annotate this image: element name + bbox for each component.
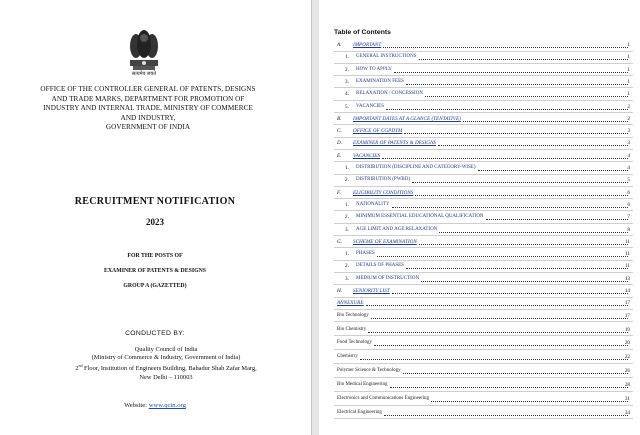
website-label: Website: bbox=[124, 402, 148, 409]
toc-dot-leader bbox=[421, 281, 628, 282]
toc-entry-page: 4 bbox=[627, 152, 630, 159]
toc-dot-leader bbox=[404, 133, 628, 134]
cover-page bbox=[0, 0, 310, 435]
toc-separator bbox=[334, 198, 633, 199]
toc-entry-page: 6 bbox=[627, 189, 630, 196]
toc-entry-title[interactable]: DISTRIBUTION (DISCIPLINE AND CATEGORY-WISE) bbox=[356, 165, 476, 170]
toc-separator bbox=[334, 391, 633, 392]
toc-entry-number: 3. bbox=[345, 226, 349, 233]
toc-entry-number: 2. bbox=[345, 214, 349, 221]
toc-entry[interactable] bbox=[319, 103, 640, 113]
toc-separator bbox=[334, 321, 633, 322]
toc-entry-page: 2 bbox=[627, 103, 630, 110]
toc-separator bbox=[334, 247, 633, 248]
toc-entry[interactable] bbox=[319, 275, 640, 285]
toc-separator bbox=[334, 260, 633, 261]
conducted-by-label: CONDUCTED BY: bbox=[125, 330, 185, 337]
toc-entry[interactable] bbox=[319, 287, 640, 297]
toc-entry[interactable] bbox=[319, 238, 640, 248]
toc-separator bbox=[334, 405, 633, 406]
toc-entry-title[interactable]: ELIGIBILITY CONDITIONS bbox=[353, 189, 414, 196]
org-line: Quality Council of India bbox=[134, 346, 198, 353]
toc-entry-title[interactable]: DISTRIBUTION (PWBD) bbox=[356, 177, 411, 183]
toc-dot-leader bbox=[419, 59, 628, 60]
toc-dot-leader bbox=[419, 244, 628, 245]
posts-line: GROUP A (GAZETTED) bbox=[123, 283, 187, 289]
office-name bbox=[18, 85, 278, 133]
toc-entry-page: 11 bbox=[625, 238, 630, 245]
toc-entry-title[interactable]: Food Technology bbox=[337, 340, 372, 346]
toc-entry[interactable] bbox=[319, 127, 640, 137]
toc-dot-leader bbox=[439, 232, 628, 233]
toc-entry[interactable] bbox=[319, 139, 640, 149]
toc-dot-leader bbox=[392, 293, 628, 294]
toc-entry-number: 5. bbox=[345, 103, 349, 110]
toc-entry-page: 3 bbox=[627, 128, 630, 135]
toc-dot-leader bbox=[392, 207, 628, 208]
toc-entry-page: 31 bbox=[624, 396, 630, 402]
emblem-caption: सत्यमेव जयते bbox=[131, 72, 157, 77]
toc-entry[interactable] bbox=[319, 78, 640, 88]
toc-entry-page: 20 bbox=[624, 340, 630, 347]
toc-entry-title[interactable]: Bio Medical Engineering bbox=[337, 382, 388, 388]
toc-entry-title[interactable]: PHASES bbox=[356, 251, 375, 257]
toc-entry[interactable] bbox=[319, 201, 640, 211]
toc-entry[interactable] bbox=[319, 326, 640, 336]
toc-entry-page: 1 bbox=[627, 42, 630, 48]
office-line: OFFICE OF THE CONTROLLER GENERAL OF PATENTS, DESIGNS bbox=[40, 85, 256, 93]
toc-entry[interactable] bbox=[319, 312, 640, 322]
toc-entry-title[interactable]: Electrical Engineering bbox=[337, 409, 382, 415]
office-line: INDUSTRY AND INTERNAL TRADE, MINISTRY OF COMMERCE bbox=[43, 104, 253, 113]
toc-dot-leader bbox=[486, 219, 628, 220]
toc-entry-page: 28 bbox=[624, 382, 630, 389]
toc-entry-letter: H. bbox=[337, 288, 343, 294]
toc-separator bbox=[334, 75, 633, 76]
toc-dot-leader bbox=[374, 345, 628, 346]
toc-separator bbox=[334, 161, 633, 162]
toc-entry-page: 17 bbox=[624, 300, 630, 307]
org-line: (Ministry of Commerce & Industry, Government of India) bbox=[91, 354, 241, 362]
toc-entry-number: 3. bbox=[345, 275, 349, 282]
toc-entry[interactable] bbox=[319, 66, 640, 76]
notification-title: RECRUITMENT NOTIFICATION bbox=[74, 196, 236, 207]
toc-entry[interactable] bbox=[319, 164, 640, 174]
toc-dot-leader bbox=[394, 72, 628, 73]
toc-dot-leader bbox=[384, 415, 628, 416]
toc-entry-title[interactable]: IMPORTANT bbox=[353, 42, 382, 48]
toc-entry[interactable] bbox=[319, 53, 640, 63]
toc-entry-title[interactable]: Polymer Science & Technology bbox=[337, 368, 401, 374]
toc-entry-page: 8 bbox=[627, 226, 630, 233]
toc-entry-title[interactable]: VACANCIES bbox=[353, 152, 380, 159]
toc-dot-leader bbox=[360, 359, 628, 360]
toc-separator bbox=[334, 272, 633, 273]
toc-heading: Table of Contents bbox=[334, 29, 391, 36]
toc-separator bbox=[334, 51, 633, 52]
toc-entry-title[interactable]: VACANCIES bbox=[356, 103, 384, 109]
toc-separator bbox=[334, 124, 633, 125]
toc-separator bbox=[334, 418, 633, 419]
organisation-address bbox=[20, 346, 312, 382]
toc-entry[interactable] bbox=[319, 226, 640, 236]
toc-entry[interactable] bbox=[319, 381, 640, 391]
toc-entry[interactable] bbox=[319, 41, 640, 51]
toc-dot-leader bbox=[478, 170, 628, 171]
toc-entry-letter: A. bbox=[337, 42, 342, 48]
posts-line: FOR THE POSTS OF bbox=[127, 253, 183, 259]
toc-separator bbox=[334, 223, 633, 224]
office-line: AND TRADE MARKS, DEPARTMENT FOR PROMOTION OF bbox=[51, 94, 245, 103]
toc-separator bbox=[334, 284, 633, 285]
toc-entry-number: 3. bbox=[345, 78, 349, 85]
toc-entry-title[interactable]: Bio Chemistry bbox=[337, 326, 367, 332]
toc-entry-title[interactable]: HOW TO APPLY bbox=[356, 66, 392, 72]
toc-entry-letter: F. bbox=[337, 189, 341, 196]
office-line: AND INDUSTRY, bbox=[120, 113, 176, 122]
toc-entry[interactable] bbox=[319, 152, 640, 162]
toc-dot-leader bbox=[366, 305, 628, 306]
toc-entry-number: 1. bbox=[345, 201, 349, 208]
toc-separator bbox=[334, 377, 633, 378]
toc-entry-number: 2. bbox=[345, 177, 349, 184]
toc-entry[interactable] bbox=[319, 176, 640, 186]
toc-entry-page: 1 bbox=[627, 78, 630, 85]
toc-entry-page: 4 bbox=[627, 165, 630, 171]
toc-separator bbox=[334, 335, 633, 336]
toc-dot-leader bbox=[390, 387, 628, 388]
toc-entry-title[interactable]: Chemistry bbox=[337, 354, 358, 360]
toc-dot-leader bbox=[406, 268, 628, 269]
toc-entry[interactable] bbox=[319, 189, 640, 199]
toc-dot-leader bbox=[406, 84, 628, 85]
toc-separator bbox=[334, 349, 633, 350]
posts-line: EXAMINER OF PATENTS & DESIGNS bbox=[104, 268, 206, 274]
toc-entry-title[interactable]: Bio Technology bbox=[337, 312, 369, 318]
toc-entry-page: 17 bbox=[624, 312, 630, 319]
toc-entry[interactable] bbox=[319, 409, 640, 419]
toc-entry-number: 2. bbox=[345, 263, 349, 270]
toc-entry-letter: D. bbox=[337, 140, 343, 147]
toc-dot-leader bbox=[386, 109, 628, 110]
toc-entry-page: 34 bbox=[624, 409, 630, 416]
toc-separator bbox=[334, 174, 633, 175]
org-line: 2nd Floor, Institution of Engineers Building, Bahadur Shah Zafar Marg, bbox=[75, 363, 257, 373]
toc-entry-title[interactable]: SENIORITY LIST bbox=[353, 288, 390, 294]
toc-dot-leader bbox=[463, 121, 628, 122]
toc-separator bbox=[334, 186, 633, 187]
national-emblem-icon bbox=[124, 30, 164, 76]
toc-entry-title[interactable]: EXAMINATION FEES bbox=[356, 78, 404, 84]
toc-separator bbox=[334, 87, 633, 88]
toc-entry[interactable] bbox=[319, 115, 640, 125]
toc-entry[interactable] bbox=[319, 213, 640, 223]
toc-dot-leader bbox=[412, 182, 628, 183]
toc-dot-leader bbox=[383, 47, 628, 48]
toc-separator bbox=[334, 297, 633, 298]
toc-entry-title[interactable]: IMPORTANT DATES AT A GLANCE (TENTATIVE) bbox=[353, 115, 461, 122]
toc-separator bbox=[334, 149, 633, 150]
toc-entry[interactable] bbox=[319, 90, 640, 100]
website-link[interactable]: www.qcin.org bbox=[148, 402, 186, 409]
toc-entry-title[interactable]: AGE LIMIT AND AGE RELAXATION bbox=[356, 226, 438, 232]
toc-dot-leader bbox=[415, 195, 628, 196]
toc-dot-leader bbox=[382, 158, 628, 159]
toc-entry[interactable] bbox=[319, 299, 640, 309]
toc-separator bbox=[334, 100, 633, 101]
toc-entry-page: 13 bbox=[624, 275, 630, 282]
toc-entry-title[interactable]: DETAILS OF PHASES bbox=[356, 263, 404, 269]
toc-dot-leader bbox=[368, 332, 628, 333]
toc-entry-page: 5 bbox=[627, 177, 630, 184]
toc-entry-number: 1. bbox=[345, 165, 349, 171]
toc-entry-page: 11 bbox=[625, 251, 630, 258]
toc-separator bbox=[334, 235, 633, 236]
toc-entry-page: 22 bbox=[624, 354, 630, 361]
toc-entry[interactable] bbox=[319, 395, 640, 405]
office-line: GOVERNMENT OF INDIA bbox=[105, 123, 191, 132]
toc-separator bbox=[334, 363, 633, 364]
toc-page bbox=[319, 0, 640, 435]
toc-entry-title[interactable]: ANNEXURE bbox=[337, 300, 364, 307]
toc-entry-title[interactable]: MINIMUM ESSENTIAL EDUCATIONAL QUALIFICATION bbox=[356, 214, 484, 220]
toc-entry-letter: B. bbox=[337, 115, 342, 122]
toc-entry-title[interactable]: EXAMINER OF PATENTS & DESIGNS bbox=[353, 140, 436, 147]
website-line bbox=[0, 402, 310, 409]
toc-entry-page: 2 bbox=[627, 115, 630, 122]
toc-dot-leader bbox=[377, 256, 628, 257]
toc-entry-letter: E. bbox=[337, 152, 342, 159]
toc-separator bbox=[334, 112, 633, 113]
toc-separator bbox=[334, 63, 633, 64]
toc-entry-number: 2. bbox=[345, 66, 349, 73]
toc-entry-page: 14 bbox=[624, 288, 630, 294]
toc-entry[interactable] bbox=[319, 353, 640, 363]
toc-entry[interactable] bbox=[319, 262, 640, 272]
toc-entry[interactable] bbox=[319, 250, 640, 260]
toc-entry-page: 11 bbox=[625, 263, 630, 270]
toc-entry-page: 1 bbox=[627, 54, 630, 61]
toc-entry[interactable] bbox=[319, 339, 640, 349]
toc-entry-title[interactable]: Electronics and Communications Engineering bbox=[337, 396, 430, 401]
toc-entry-number: 1. bbox=[345, 54, 349, 61]
toc-separator bbox=[334, 210, 633, 211]
toc-entry-letter: C. bbox=[337, 128, 342, 135]
toc-entry-title[interactable]: NATIONALITY bbox=[356, 201, 390, 207]
toc-entry-title[interactable]: GENERAL INSTRUCTIONS bbox=[356, 54, 417, 60]
toc-entry-page: 1 bbox=[627, 66, 630, 73]
toc-dot-leader bbox=[371, 318, 628, 319]
toc-entry-title[interactable]: OFFICE OF CGPDTM bbox=[353, 128, 403, 135]
toc-entry-page: 6 bbox=[627, 201, 630, 208]
toc-separator bbox=[334, 309, 633, 310]
toc-entry-page: 19 bbox=[624, 326, 630, 333]
toc-entry-number: 4. bbox=[345, 91, 349, 98]
toc-entry[interactable] bbox=[319, 367, 640, 377]
toc-separator bbox=[334, 137, 633, 138]
toc-entry-number: 1. bbox=[345, 251, 349, 258]
toc-entry-page: 1 bbox=[627, 91, 630, 98]
toc-entry-letter: G. bbox=[337, 238, 343, 245]
toc-dot-leader bbox=[425, 96, 628, 97]
notification-year: 2023 bbox=[146, 217, 164, 227]
toc-dot-leader bbox=[431, 401, 628, 402]
toc-entry-page: 7 bbox=[627, 214, 630, 221]
toc-entry-title[interactable]: MEDIUM OF INSTRUCTION bbox=[356, 275, 420, 281]
toc-entry-page: 26 bbox=[624, 368, 630, 375]
toc-entry-title[interactable]: SCHEME OF EXAMINATION bbox=[353, 238, 417, 245]
toc-dot-leader bbox=[438, 145, 628, 146]
org-line: New Delhi – 110003 bbox=[139, 373, 193, 381]
toc-entry-page: 3 bbox=[627, 140, 630, 147]
toc-entry-title[interactable]: RELAXATION / CONCESSION bbox=[356, 91, 423, 97]
toc-dot-leader bbox=[403, 373, 628, 374]
